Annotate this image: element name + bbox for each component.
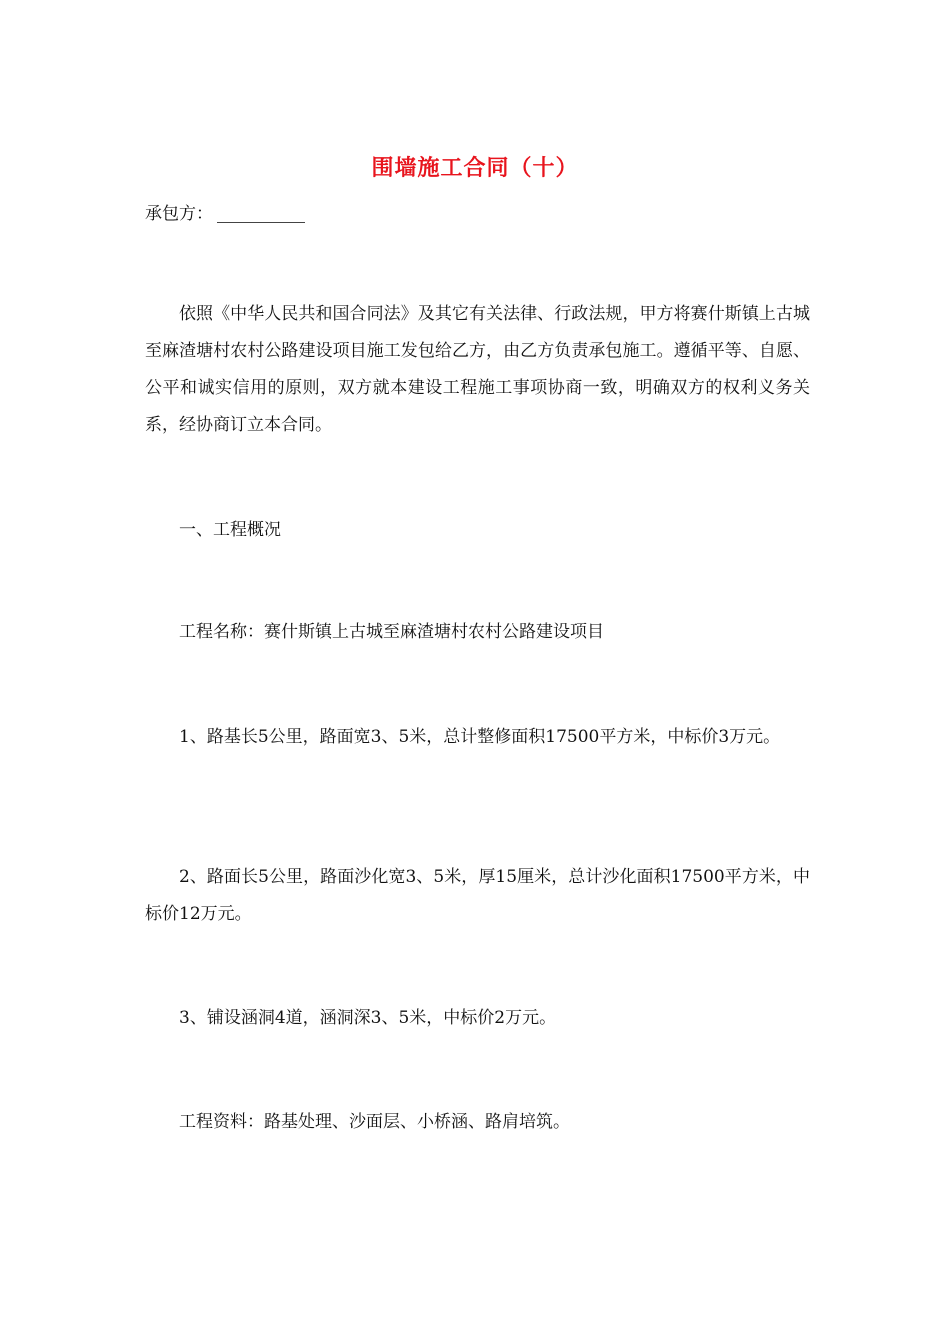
item-2: 2、路面长5公里，路面沙化宽3、5米，厚15厘米，总计沙化面积17500平方米，中标价12万元。	[145, 867, 810, 924]
intro-paragraph: 依照《中华人民共和国合同法》及其它有关法律、行政法规，甲方将赛什斯镇上古城至麻渣塘村农村公路建设项目施工发包给乙方，由乙方负责承包施工。遵循平等、自愿、公平和诚实信用的原则，双方就本建设工程施工事项协商一致，明确双方的权利义务关系，经协商订立本合同。	[145, 304, 810, 435]
contractor-blank	[217, 200, 305, 223]
item-1: 1、路基长5公里，路面宽3、5米，总计整修面积17500平方米，中标价3万元。	[179, 727, 781, 747]
contractor-line	[145, 196, 810, 233]
materials: 工程资料：路基处理、沙面层、小桥涵、路肩培筑。	[179, 1112, 570, 1132]
project-name: 工程名称：赛什斯镇上古城至麻渣塘村农村公路建设项目	[179, 622, 604, 642]
item-3: 3、铺设涵洞4道，涵洞深3、5米，中标价2万元。	[179, 1008, 557, 1028]
document-title: 围墙施工合同（十）	[371, 155, 579, 181]
section1-heading: 一、工程概况	[179, 520, 281, 540]
contractor-label: 承包方：	[145, 204, 213, 224]
